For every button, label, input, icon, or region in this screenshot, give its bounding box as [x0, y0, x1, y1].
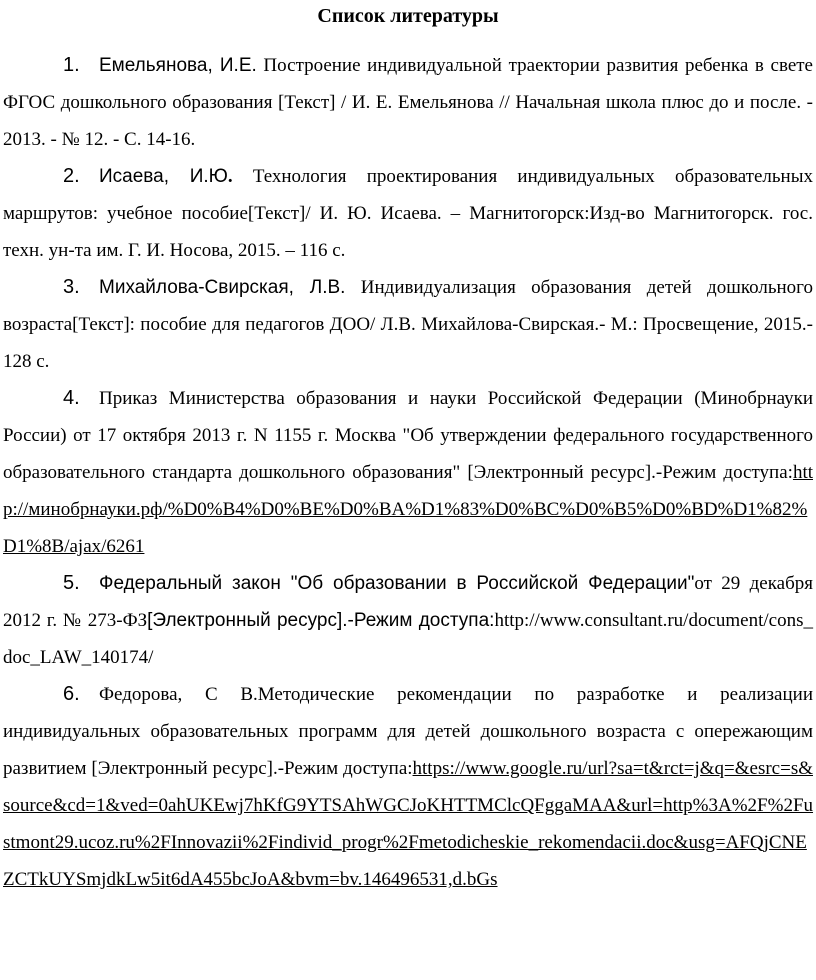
reference-number: 4. — [63, 387, 80, 409]
reference-author: Михайлова-Свирская, Л.В. — [99, 277, 346, 298]
reference-text: от 29 декабря 2012 г. № 273-ФЗ — [3, 573, 814, 631]
reference-author: Емельянова, И.Е. — [99, 55, 257, 76]
page-title: Список литературы — [317, 5, 499, 27]
reference-text: Индивидуализация образования детей дошкольного возраста[Текст]: пособие для педагогов ДОО/ Л.В. Михайлова-Свирская.- М.: Просвещение, 2015.- 128 с. — [3, 277, 813, 372]
reference-author: Исаева, И.Ю — [99, 166, 228, 187]
reference-link[interactable]: https://www.google.ru/url?sa=t&rct=j&q=&esrc=s&source&cd=1&ved=0ahUKEwj7hKfG9YTSAhWGCJoKHTTMClcQFggaMAA&url=http%3A%2F%2Fustmont29.ucoz.ru%2FInnovazii%2Findivid_progr%2Fmetodicheskie_rekomendacii.doc&usg=AFQjCNEZCTkUYSmjdkLw5it6dA455bcJoA&bvm=bv.146496531,d.bGs — [3, 758, 814, 890]
reference-6 — [3, 676, 813, 898]
reference-link[interactable]: http://минобрнауки.рф/%D0%B4%D0%BE%D0%BA%D1%83%D0%BC%D0%B5%D0%BD%D1%82%D1%8B/ajax/6261 — [3, 462, 813, 557]
reference-author: Федеральный закон "Об образовании в Российской Федерации" — [99, 573, 695, 594]
reference-number: 3. — [63, 276, 80, 298]
reference-2 — [3, 158, 813, 269]
reference-number: 1. — [63, 54, 80, 76]
reference-text: Методические рекомендации по разработке и реализации индивидуальных образовательных программ для детей дошкольного возраста с опережающим развитием [Электронный ресурс].-Режим доступа: — [3, 684, 813, 779]
reference-1 — [3, 47, 813, 158]
reference-number: 6. — [63, 683, 80, 705]
reference-text-resource: [Электронный ресурс].-Режим доступа: — [147, 610, 495, 631]
reference-text: Построение индивидуальной траектории развития ребенка в свете ФГОС дошкольного образования [Текст] / И. Е. Емельянова // Начальная школа плюс до и после. - 2013. - № 12. - С. 14-16. — [3, 55, 813, 150]
reference-author-dot: . — [227, 166, 233, 187]
reference-number: 2. — [63, 165, 80, 187]
reference-3 — [3, 269, 813, 380]
reference-5 — [3, 565, 813, 676]
reference-text: Министерства образования и науки Российской Федерации (Минобрнауки России) от 17 октября 2013 г. N 1155 г. Москва "Об утверждении федерального государственного образовательного стандарта дошкольного образования" [Электронный ресурс].-Режим доступа: — [3, 388, 813, 483]
reference-author: Федорова, С В. — [99, 684, 258, 705]
reference-text: Технология проектирования индивидуальных образовательных маршрутов: учебное пособие[Текст]/ И. Ю. Исаева. – Магнитогорск:Изд-во Магнитогорск. гос. техн. ун-та им. Г. И. Носова, 2015. – 116 с. — [3, 166, 813, 261]
reference-number: 5. — [63, 572, 80, 594]
reference-url: http://www.consultant.ru/document/cons_doc_LAW_140174/ — [3, 610, 813, 668]
reference-author: Приказ — [99, 388, 158, 409]
reference-4 — [3, 380, 813, 565]
